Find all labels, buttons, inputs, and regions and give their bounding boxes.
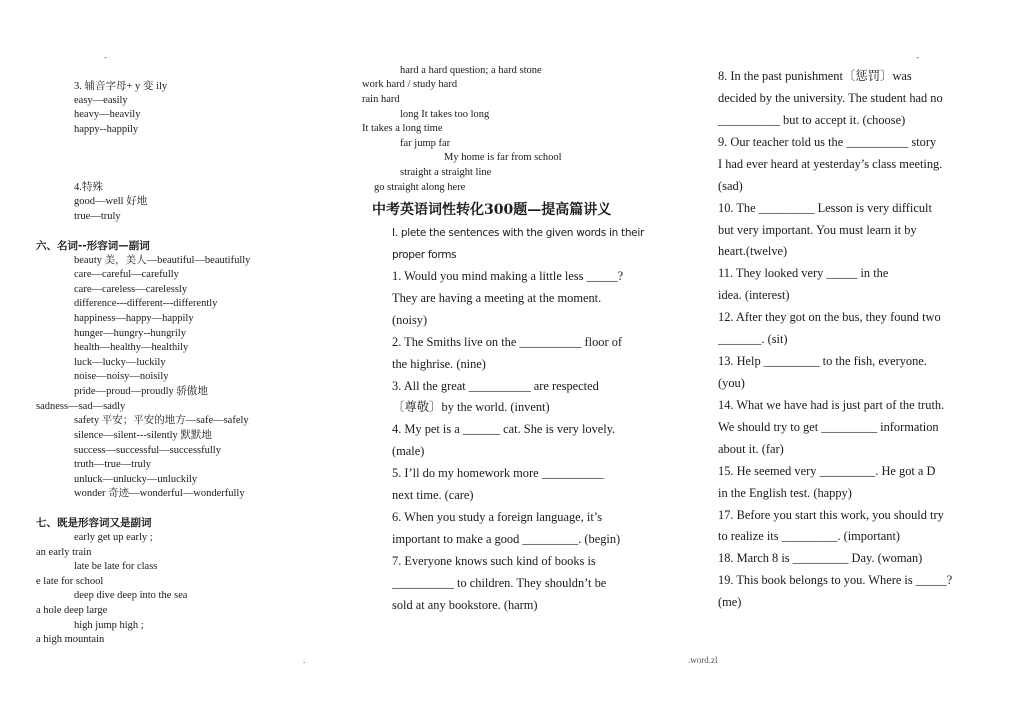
question-line: _______. (sit) [718,332,788,346]
question-line: 〔尊敬〕by the world. (invent) [392,400,550,414]
question-line: in the English test. (happy) [718,486,852,500]
question-line: 3. All the great __________ are respected [392,379,599,393]
question-line: __________ but to accept it. (choose) [718,113,906,127]
list-line: go straight along here [374,182,466,193]
question-line: They are having a meeting at the moment. [392,291,602,305]
list-line: a high mountain [36,634,105,645]
question-line: important to make a good _________. (begin) [392,532,621,546]
list-line: sadness—sad—sadly [36,401,126,412]
question-line: 2. The Smiths live on the __________ floor of [392,335,623,349]
question-line: (sad) [718,179,743,193]
question-line: to realize its _________. (important) [718,529,901,543]
list-line: deep dive deep into the sea [74,590,188,601]
list-line: noise—noisy—noisily [74,371,169,382]
list-line: unluck—unlucky—unluckily [74,474,198,485]
question-line: sold at any bookstore. (harm) [392,598,538,612]
list-line: far jump far [400,138,451,149]
list-line: success—successful—successfully [74,445,221,456]
list-line: e late for school [36,576,104,587]
list-line: easy—easily [74,95,128,106]
question-line: 10. The _________ Lesson is very difficult [718,201,932,215]
list-line: late be late for class [74,561,158,572]
section-heading: 七、既是形容词又是副词 [36,517,152,529]
list-line: hard a hard question; a hard stone [400,65,542,76]
list-line: 4.特殊 [74,182,103,193]
bottom-center-marker: . [303,655,306,665]
top-left-marker: - [104,52,107,62]
list-line: silence—silent---silently 默默地 [74,430,212,441]
list-line: wonder 奇迹—wonderful—wonderfully [74,488,245,499]
list-line: early get up early ; [74,532,153,543]
question-line: 15. He seemed very _________. He got a D [718,464,936,478]
question-line: (noisy) [392,313,428,327]
question-line: 17. Before you start this work, you should try [718,508,944,522]
question-line: 18. March 8 is _________ Day. (woman) [718,551,923,565]
list-line: long It takes too long [400,109,490,120]
question-line: idea. (interest) [718,288,790,302]
question-line: about it. (far) [718,442,784,456]
question-line: 19. This book belongs to you. Where is _____? [718,573,953,587]
question-line: 5. I’ll do my homework more __________ [392,466,604,480]
question-line: 4. My pet is a ______ cat. She is very lovely. [392,422,616,436]
list-line: It takes a long time [362,123,443,134]
question-line: __________ to children. They shouldn’t be [392,576,607,590]
question-line: 1. Would you mind making a little less _____? [392,269,624,283]
question-line: (you) [718,376,745,390]
handout-title: 中考英语词性转化300题—提高篇讲义 [372,202,612,218]
question-line: the highrise. (nine) [392,357,486,371]
list-line: straight a straight line [400,167,492,178]
list-line: health—healthy—healthily [74,342,189,353]
question-line: 6. When you study a foreign language, it’s [392,510,603,524]
question-line: 8. In the past punishment〔惩罚〕was [718,69,912,83]
question-line: decided by the university. The student had no [718,91,943,105]
question-line: 7. Everyone knows such kind of books is [392,554,596,568]
question-line: but very important. You must learn it by [718,223,917,237]
list-line: beauty 美，美人—beautiful—beautifully [74,255,251,266]
footer-text: .word.zl [688,655,718,665]
question-line: We should try to get _________ information [718,420,939,434]
question-line: (me) [718,595,742,609]
list-line: work hard / study hard [362,79,458,90]
question-line: 14. What we have had is just part of the truth. [718,398,945,412]
list-line: a hole deep large [36,605,108,616]
list-line: hunger—hungry--hungrily [74,328,186,339]
question-line: (male) [392,444,425,458]
question-line: 12. After they got on the bus, they found two [718,310,941,324]
list-line: care—careful—carefully [74,269,179,280]
list-line: difference---different---differently [74,298,218,309]
list-line: truth—true—truly [74,459,151,470]
exercise-instruction: I. plete the sentences with the given words in their proper forms [392,227,644,261]
list-line: pride—proud—proudly 骄傲地 [74,386,208,397]
list-line: true—truly [74,211,121,222]
list-line: happy--happily [74,124,139,135]
question-line: 9. Our teacher told us the __________ story [718,135,937,149]
list-line: high jump high ; [74,620,144,631]
list-line: care—careless—carelessly [74,284,188,295]
top-right-marker: - [916,52,919,62]
list-line: an early train [36,547,92,558]
list-line: safety 平安；平安的地方—safe—safely [74,415,249,426]
list-line: luck—lucky—luckily [74,357,166,368]
list-line: happiness—happy—happily [74,313,194,324]
question-line: next time. (care) [392,488,474,502]
section-heading: 六、名词--形容词—副词 [36,240,150,252]
list-line: good—well 好地 [74,196,148,207]
question-line: heart.(twelve) [718,244,788,258]
list-line: My home is far from school [444,152,562,163]
question-line: I had ever heard at yesterday’s class meeting. [718,157,943,171]
list-line: rain hard [362,94,400,105]
question-line: 13. Help _________ to the fish, everyone. [718,354,927,368]
question-line: 11. They looked very _____ in the [718,266,889,280]
list-line: heavy—heavily [74,109,141,120]
list-line: 3. 辅音字母+ y 变 ily [74,81,168,92]
